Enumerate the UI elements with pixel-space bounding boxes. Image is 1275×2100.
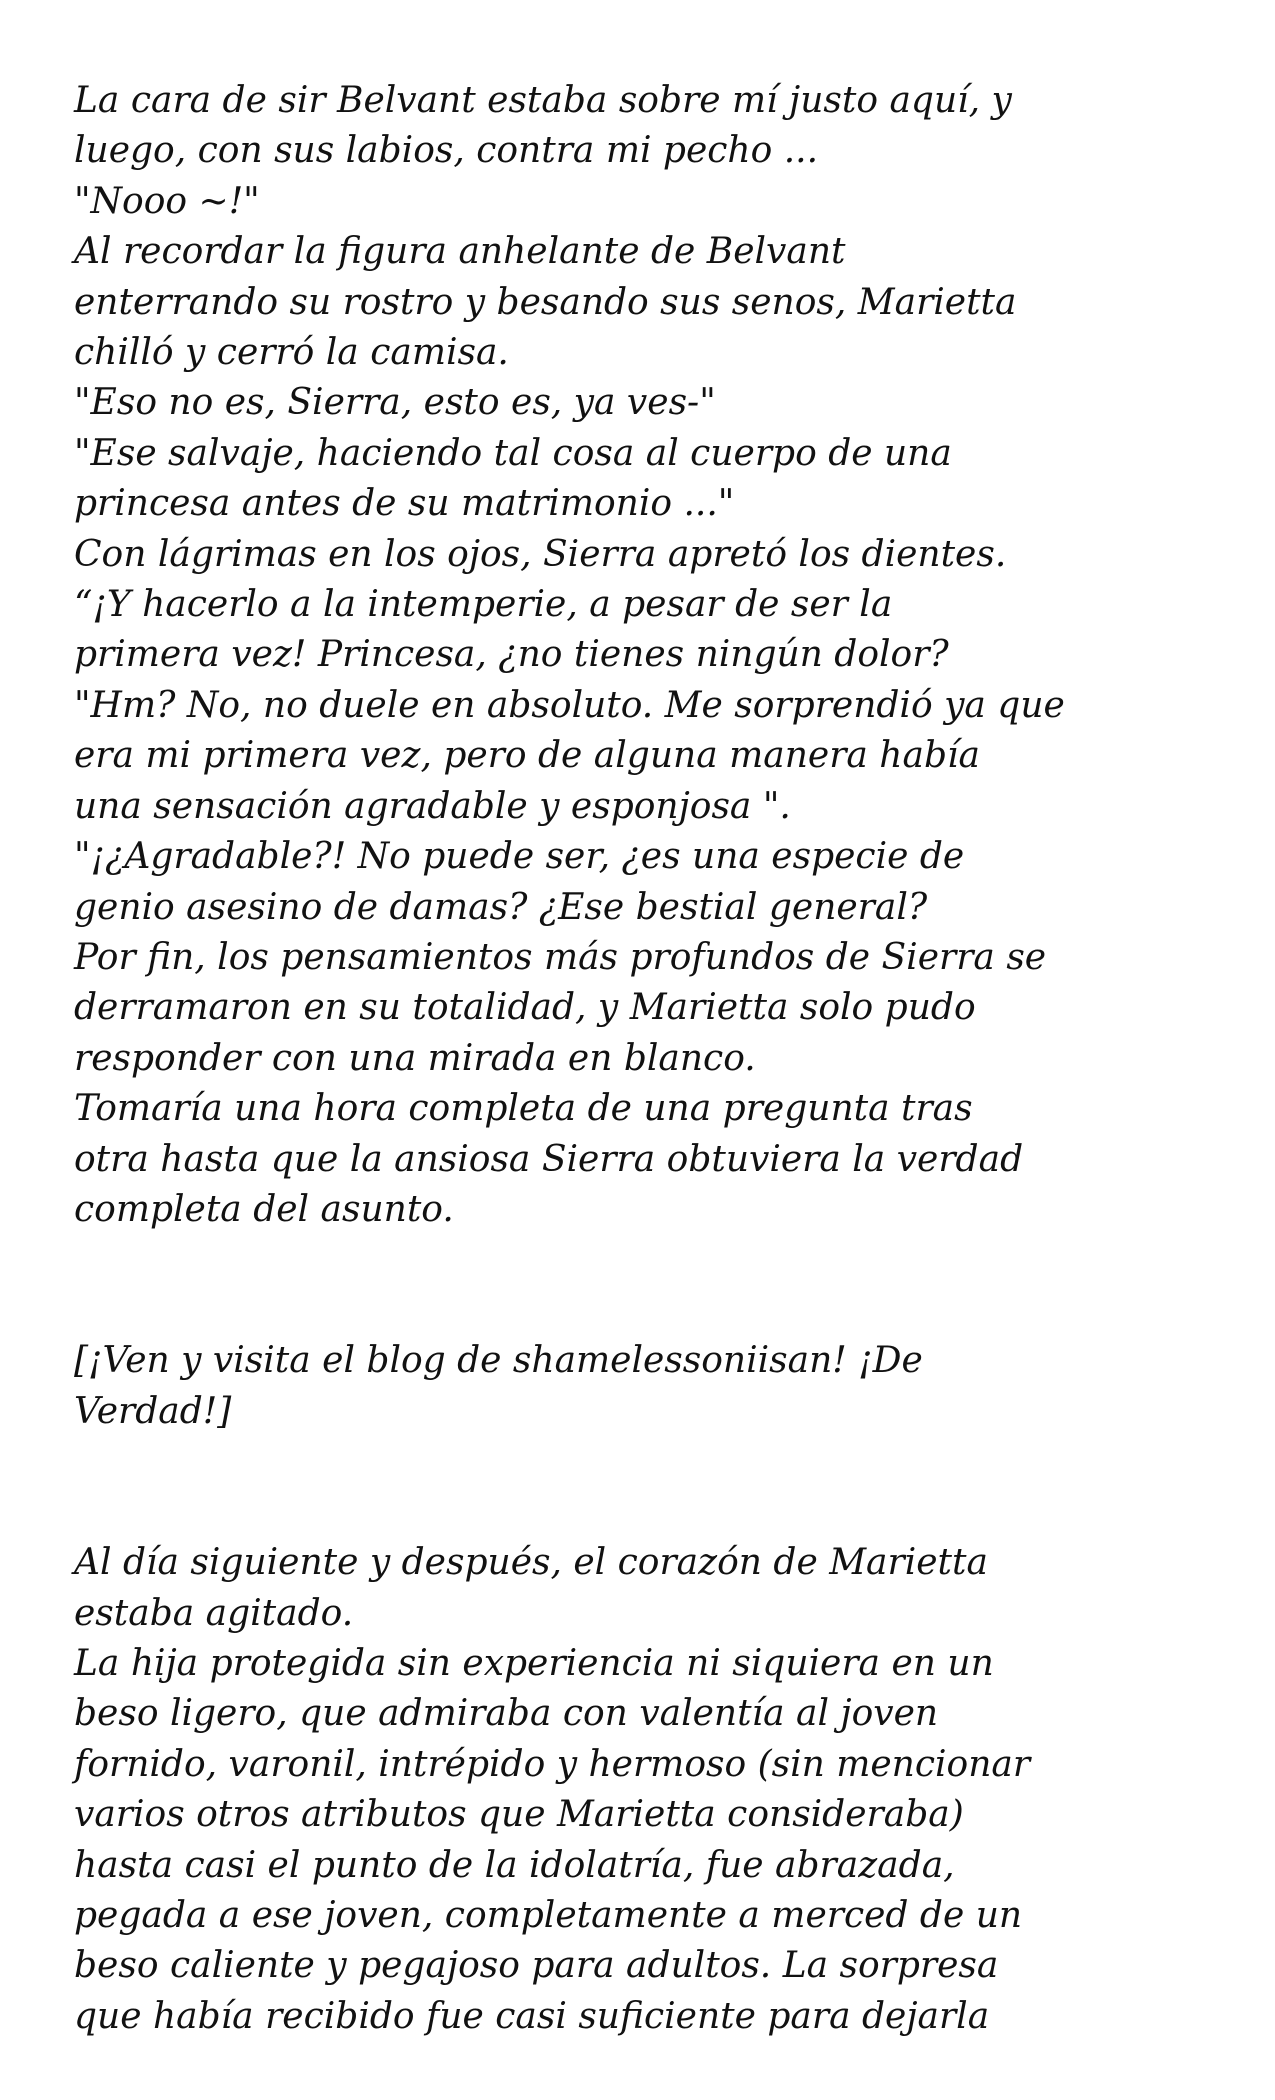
text-line: otra hasta que la ansiosa Sierra obtuviera la verdad bbox=[74, 1138, 1024, 1180]
text-line: Con lágrimas en los ojos, Sierra apretó los dientes. bbox=[74, 533, 1007, 575]
paragraph-gap bbox=[74, 1235, 1224, 1336]
text-line: "Ese salvaje, haciendo tal cosa al cuerpo de una bbox=[74, 432, 952, 474]
text-line: genio asesino de damas? ¿Ese bestial general? bbox=[74, 886, 928, 928]
text-line: beso ligero, que admiraba con valentía al joven bbox=[74, 1693, 939, 1735]
paragraph-gap bbox=[74, 1437, 1224, 1538]
text-line: pegada a ese joven, completamente a merced de un bbox=[74, 1895, 1023, 1936]
text-line: Al recordar la figura anhelante de Belvant bbox=[74, 231, 846, 273]
text-line: enterrando su rostro y besando sus senos, Marietta bbox=[74, 281, 1017, 323]
document-page bbox=[74, 76, 1224, 2042]
text-line: era mi primera vez, pero de alguna manera había bbox=[74, 735, 980, 777]
text-line: varios otros atributos que Marietta consideraba) bbox=[74, 1794, 964, 1836]
text-line: estaba agitado. bbox=[74, 1592, 354, 1634]
text-line: luego, con sus labios, contra mi pecho ... bbox=[74, 130, 819, 172]
paragraph-block-3 bbox=[74, 1538, 1224, 2042]
text-line: Al día siguiente y después, el corazón de Marietta bbox=[74, 1542, 988, 1584]
text-line: hasta casi el punto de la idolatría, fue abrazada, bbox=[74, 1844, 955, 1886]
text-line: La cara de sir Belvant estaba sobre mí justo aquí, y bbox=[74, 80, 1012, 121]
text-line: "Hm? No, no duele en absoluto. Me sorprendió ya que bbox=[74, 684, 1065, 726]
text-line: primera vez! Princesa, ¿no tienes ningún dolor? bbox=[74, 634, 949, 676]
text-line: beso caliente y pegajoso para adultos. La sorpresa bbox=[74, 1945, 999, 1987]
text-line: Verdad!] bbox=[74, 1390, 232, 1432]
paragraph-block-1 bbox=[74, 76, 1224, 1235]
text-line: chilló y cerró la camisa. bbox=[74, 332, 509, 374]
text-line: derramaron en su totalidad, y Marietta solo pudo bbox=[74, 987, 976, 1029]
paragraph-block-2 bbox=[74, 1336, 1224, 1437]
text-line: Tomaría una hora completa de una pregunta tras bbox=[74, 1088, 973, 1130]
text-line: una sensación agradable y esponjosa ". bbox=[74, 785, 791, 827]
text-line: "Eso no es, Sierra, esto es, ya ves-" bbox=[74, 382, 716, 424]
text-line: Por fin, los pensamientos más profundos de Sierra se bbox=[74, 936, 1047, 978]
text-line: “¡Y hacerlo a la intemperie, a pesar de ser la bbox=[74, 584, 893, 626]
text-line: "¡¿Agradable?! No puede ser, ¿es una especie de bbox=[74, 836, 965, 878]
text-line: fornido, varonil, intrépido y hermoso (sin mencionar bbox=[74, 1743, 1031, 1785]
text-line: La hija protegida sin experiencia ni siquiera en un bbox=[74, 1642, 994, 1684]
text-line: princesa antes de su matrimonio ..." bbox=[74, 483, 735, 525]
text-line: "Nooo ~!" bbox=[74, 180, 260, 222]
text-line: completa del asunto. bbox=[74, 1188, 454, 1230]
text-line: [¡Ven y visita el blog de shamelessoniisan! ¡De bbox=[74, 1340, 923, 1382]
text-line: que había recibido fue casi suficiente para dejarla bbox=[74, 1995, 990, 2037]
text-line: responder con una mirada en blanco. bbox=[74, 1037, 756, 1079]
